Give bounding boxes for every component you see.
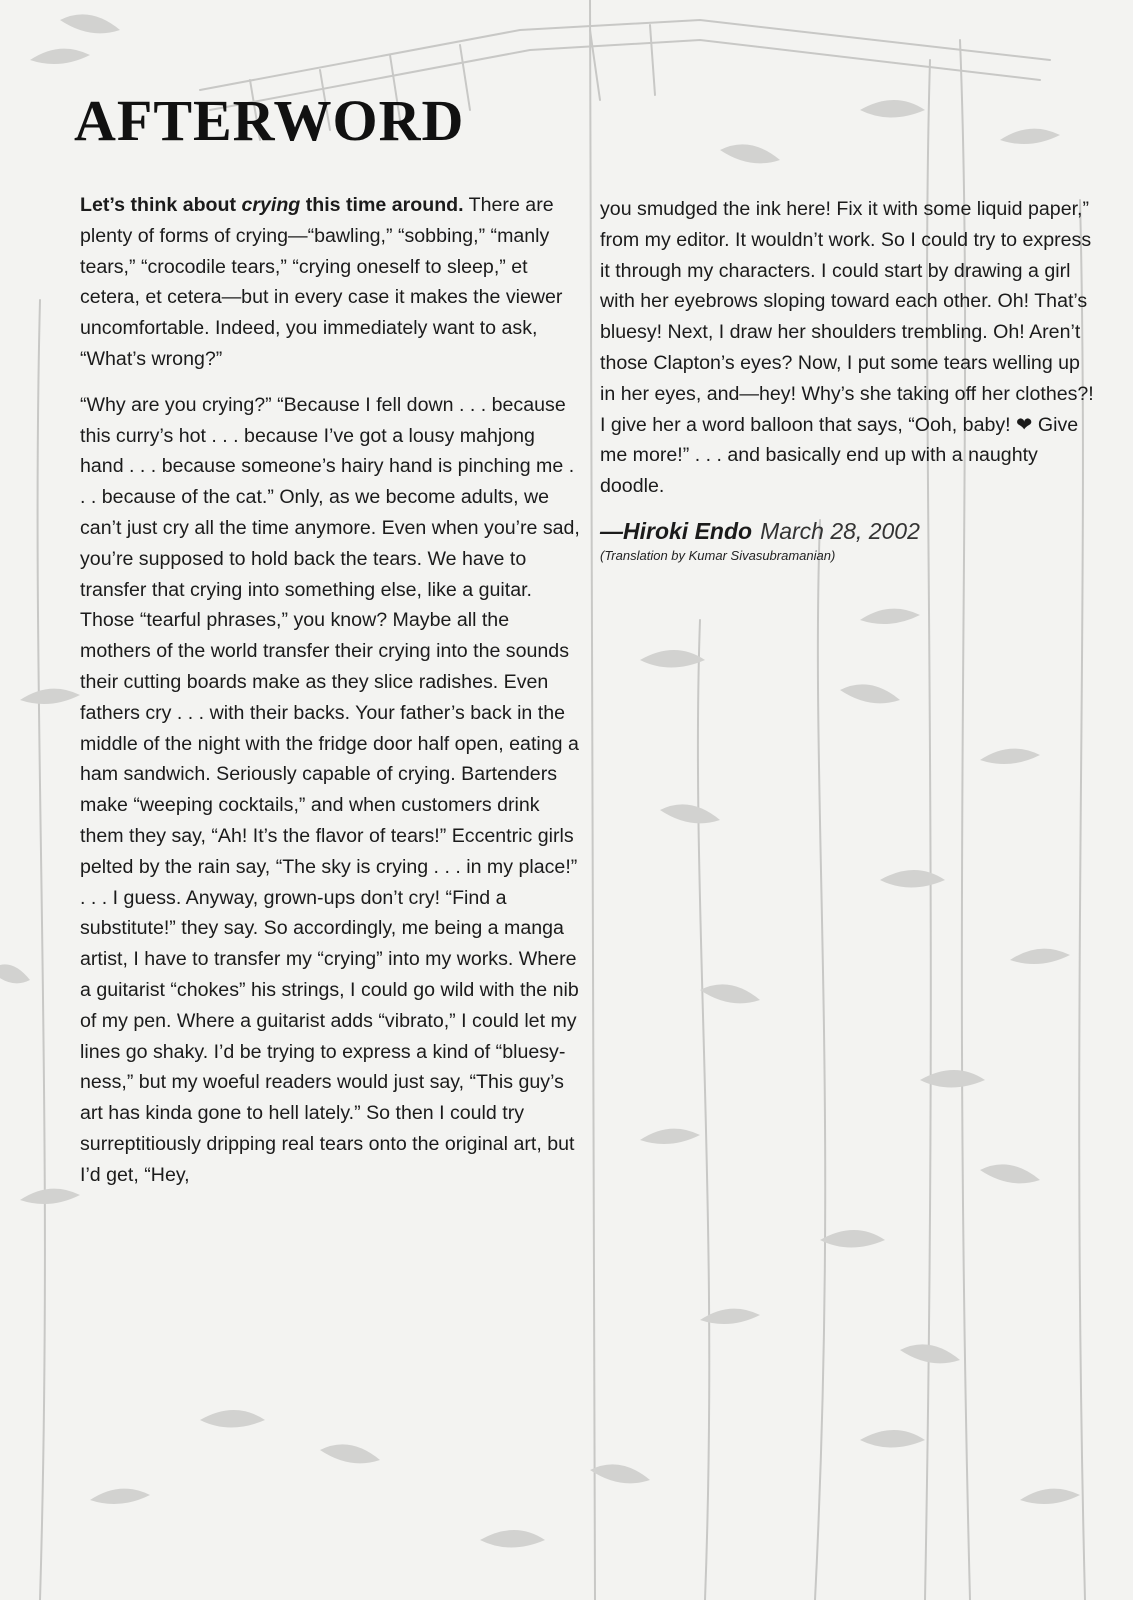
left-text-column [80, 190, 580, 1206]
author-signature [600, 517, 1100, 545]
lead-in-part2: this time around. [300, 194, 464, 216]
signature-date: March 28, 2002 [760, 517, 920, 544]
lead-in-part1: Let’s think about [80, 194, 242, 216]
translation-credit: (Translation by Kumar Sivasubramanian) [600, 547, 836, 563]
lead-in-emphasis: crying [241, 194, 301, 216]
paragraph-main: “Why are you crying?” “Because I fell down . . . because this curry’s hot . . . because I’ve got a lousy mahjong hand . . . because someone’s hairy hand is pinching me . . . because of the cat.” Only, as we become adults, we can’t just cry all the time anymore. Even when you’re sad, you’re supposed to hold back the tears. We have to transfer that crying into something else, like a guitar. Those “tearful phrases,” you know? Maybe all the mothers of the world transfer their crying into the sounds their cutting boards make as they slice radishes. Even fathers cry . . . with their backs. Your father’s back in the middle of the night with the fridge door half open, eating a ham sandwich. Seriously capable of crying. Bartenders make “weeping cocktails,” and when customers drink them they say, “Ah! It’s the flavor of tears!” Eccentric girls pelted by the rain say, “The sky is crying . . . in my place!” . . . I guess. Anyway, grown-ups don’t cry! “Find a substitute!” they say. So accordingly, me being a manga artist, I have to transfer my “crying” into my works. Where a guitarist “chokes” his strings, I could go wild with the nib of my pen. Where a guitarist adds “vibrato,” I could let my lines go shaky. I’d be trying to express a kind of “bluesy-ness,” but my woeful readers would just say, “This guy’s art has kinda gone to hell lately.” So then I could try surreptitiously dripping real tears onto the original art, but I’d get, “Hey, [80, 393, 580, 1186]
paragraph-intro-body: There are plenty of forms of crying—“bawling,” “sobbing,” “manly tears,” “crocodile tears,” “crying oneself to sleep,” et cetera, et cetera—but in every case it makes the viewer uncomfortable. Indeed, you immediately want to ask, “What’s wrong?” [80, 194, 563, 370]
lead-in [80, 194, 464, 216]
page-title: AFTERWORD [74, 88, 465, 153]
paragraph-continued: you smudged the ink here! Fix it with some liquid paper,” from my editor. It wouldn’t work. So I could try to express it through my characters. I could start by drawing a girl with her eyebrows sloping toward each other. Oh! That’s bluesy! Next, I draw her shoulders trembling. Oh! Aren’t those Clapton’s eyes? Now, I put some tears welling up in her eyes, and—hey! Why’s she taking off her clothes?! I give her a word balloon that says, “Ooh, baby! ❤ Give me more!” . . . and basically end up with a naughty doodle. [600, 198, 1094, 498]
right-text-column [600, 194, 1100, 565]
author-name: —Hiroki Endo [600, 517, 753, 544]
paragraph-intro [80, 190, 580, 375]
